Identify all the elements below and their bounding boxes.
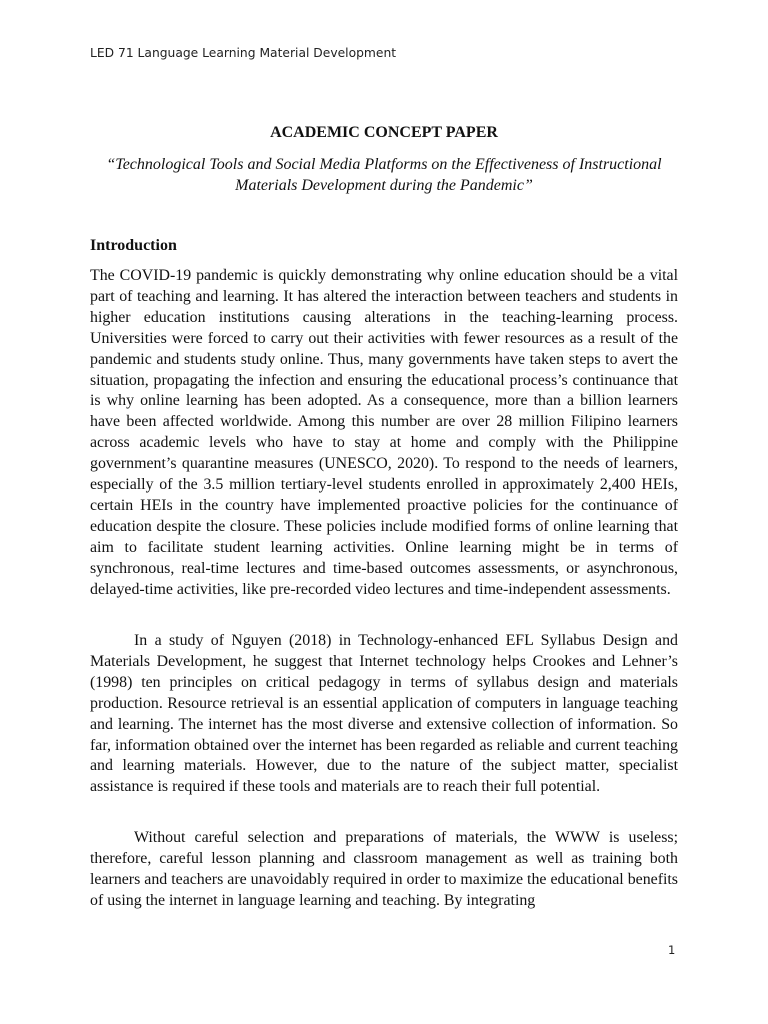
section-heading-introduction: Introduction [90, 237, 177, 254]
body-paragraph: The COVID-19 pandemic is quickly demonstrating why online education should be a vital part of teaching and learning. It has altered the interaction between teachers and students in higher education institutions causing alterations in the teaching-learning process. Universities were forced to carry out their activities with fewer resources as a result of the pandemic and students study online. Thus, many governments have taken steps to avert the situation, propagating the infection and ensuring the educational process’s continuance that is why online learning has been adopted. As a consequence, more than a billion learners have been affected worldwide. Among this number are over 28 million Filipino learners across academic levels who have to stay at home and comply with the Philippine government’s quarantine measures (UNESCO, 2020). To respond to the needs of learners, especially of the 3.5 million tertiary-level students enrolled in approximately 2,400 HEIs, certain HEIs in the country have implemented proactive policies for the continuance of education despite the closure. These policies include modified forms of online learning that aim to facilitate student learning activities. Online learning might be in terms of synchronous, real-time lectures and time-based outcomes assessments, or asynchronous, delayed-time activities, like pre-recorded video lectures and time-independent assessments. [90, 267, 678, 598]
page-number: 1 [668, 943, 676, 957]
paper-subtitle: “Technological Tools and Social Media Platforms on the Effectiveness of Instructional Materials Development during the Pandemic” [106, 156, 662, 194]
paper-title: ACADEMIC CONCEPT PAPER [270, 124, 498, 141]
running-header: LED 71 Language Learning Material Development [90, 46, 397, 60]
body-paragraph: Without careful selection and preparations of materials, the WWW is useless; therefore, careful lesson planning and classroom management as well as training both learners and teachers are unavoidably required in order to maximize the educational benefits of using the internet in language learning and teaching. By integrating [90, 829, 678, 909]
body-paragraph: In a study of Nguyen (2018) in Technology-enhanced EFL Syllabus Design and Materials Development, he suggest that Internet technology helps Crookes and Lehner’s (1998) ten principles on critical pedagogy in terms of syllabus design and materials production. Resource retrieval is an essential application of computers in language teaching and learning. The internet has the most diverse and extensive collection of information. So far, information obtained over the internet has been regarded as reliable and current teaching and learning materials. However, due to the nature of the subject matter, specialist assistance is required if these tools and materials are to reach their full potential. [90, 632, 678, 796]
